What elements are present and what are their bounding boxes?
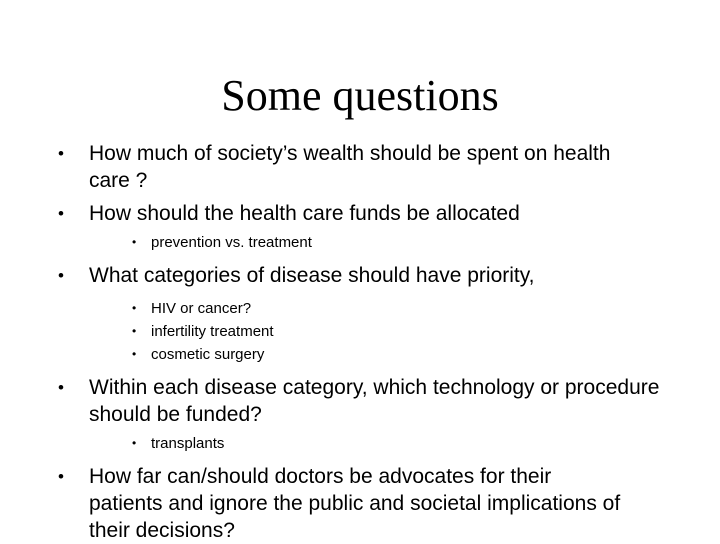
bullet-text: How far can/should doctors be advocates for their patients and ignore the public and societal implications of their decisions?: [89, 465, 621, 542]
bullet-text: Within each disease category, which technology or procedure should be funded?: [89, 376, 660, 426]
sub-bullet-list: [58, 231, 678, 254]
sub-bullet-list: [58, 297, 678, 366]
bullet-item: [58, 463, 678, 544]
slide-title: Some questions: [221, 71, 499, 120]
bullet-text: How much of society’s wealth should be spent on health care ?: [89, 142, 611, 192]
bullet-icon: •: [58, 204, 64, 223]
bullet-text: How should the health care funds be allocated: [89, 202, 520, 225]
sub-bullet-item: [58, 343, 678, 366]
sub-bullet-text: cosmetic surgery: [151, 346, 265, 363]
bullet-item: [58, 374, 678, 455]
bullet-row: [58, 374, 678, 428]
bullet-row: [58, 200, 678, 227]
sub-bullet-icon: •: [132, 301, 137, 315]
bullet-list: [58, 140, 678, 544]
sub-bullet-text: infertility treatment: [151, 323, 274, 340]
sub-bullet-text: prevention vs. treatment: [151, 234, 312, 251]
bullet-icon: •: [58, 266, 64, 285]
sub-bullet-icon: •: [132, 347, 137, 361]
bullet-item: [58, 262, 678, 366]
bullet-icon: •: [58, 467, 64, 486]
sub-bullet-item: [58, 320, 678, 343]
sub-bullet-text: transplants: [151, 435, 225, 452]
sub-bullet-icon: •: [132, 235, 137, 249]
sub-bullet-icon: •: [132, 436, 137, 450]
bullet-item: [58, 140, 678, 194]
sub-bullet-text: HIV or cancer?: [151, 300, 252, 317]
sub-bullet-list: [58, 432, 678, 455]
bullet-icon: •: [58, 378, 64, 397]
sub-bullet-item: [58, 297, 678, 320]
sub-bullet-icon: •: [132, 324, 137, 338]
bullet-row: [58, 262, 678, 289]
bullet-text: What categories of disease should have priority,: [89, 264, 535, 287]
sub-bullet-item: [58, 432, 678, 455]
bullet-row: [58, 140, 678, 194]
sub-bullet-item: [58, 231, 678, 254]
bullet-icon: •: [58, 144, 64, 163]
bullet-item: [58, 200, 678, 254]
bullet-row: [58, 463, 678, 544]
